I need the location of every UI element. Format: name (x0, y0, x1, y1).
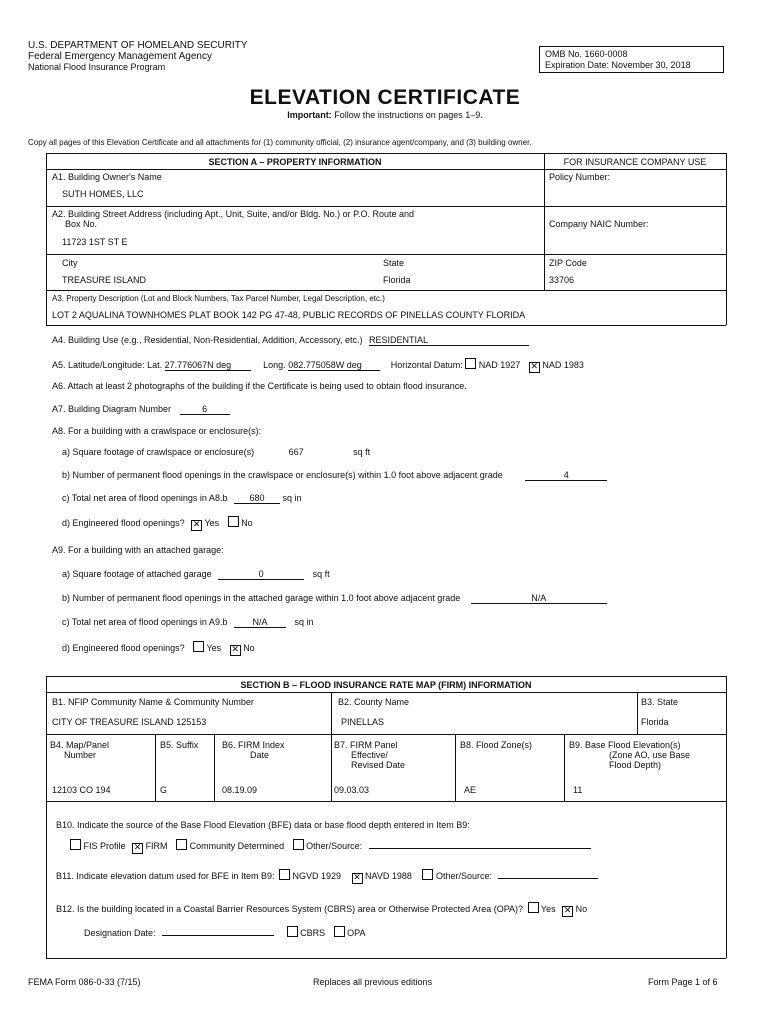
state-value[interactable]: Florida (383, 275, 411, 285)
a8d-label: d) Engineered flood openings? (62, 518, 185, 528)
agency-header (28, 40, 247, 73)
expiration-date: Expiration Date: November 30, 2018 (545, 60, 691, 70)
b5-suffix-value[interactable]: G (160, 785, 168, 795)
b9-label (569, 740, 690, 770)
rule (46, 692, 726, 693)
a8b-value[interactable]: 4 (525, 470, 607, 481)
b11-ngvd-label: NGVD 1929 (292, 871, 342, 881)
b10-row (70, 838, 591, 854)
a8c-label: c) Total net area of flood openings in A8.b (62, 493, 228, 503)
omb-box (539, 46, 724, 73)
b7-label-line3: Revised Date (351, 760, 406, 770)
agency-name: Federal Emergency Management Agency (28, 51, 212, 62)
a9b-label: b) Number of permanent flood openings in the attached garage within 1.0 foot above adjacent grade (62, 593, 461, 603)
a8-label: A8. For a building with a crawlspace or enclosure(s): (52, 426, 262, 436)
a1-label: A1. Building Owner's Name (52, 172, 162, 182)
a8a-value[interactable]: 667 (288, 447, 304, 457)
b4-label (50, 740, 109, 760)
b3-state-value[interactable]: Florida (641, 717, 669, 727)
lat-label: Lat. (147, 360, 163, 370)
b7-label (334, 740, 405, 770)
a9c-row (62, 617, 314, 628)
section-a-title: SECTION A – PROPERTY INFORMATION (208, 157, 382, 167)
a9a-value[interactable]: 0 (218, 569, 304, 580)
naic-label: Company NAIC Number: (549, 219, 649, 229)
a9d-no-checkbox[interactable]: ✕ (231, 645, 239, 655)
copy-note: Copy all pages of this Elevation Certificate and all attachments for (1) community official, (2) insurance agent/company, and (3) building owner. (28, 138, 532, 147)
rule (46, 958, 726, 959)
b7-label-line2: Effective/ (351, 750, 388, 760)
a8d-yes-checkbox[interactable]: ✕ (192, 520, 201, 530)
a9d-no-label: No (243, 643, 255, 653)
form-number: FEMA Form 086-0-33 (7/15) (28, 977, 141, 987)
b11-label: B11. Indicate elevation datum used for BFE in Item B9: (56, 871, 275, 881)
b11-row (56, 868, 598, 884)
zip-label: ZIP Code (549, 258, 587, 268)
a5-label: A5. Latitude/Longitude: (52, 360, 145, 370)
b10-other-label: Other/Source: (306, 841, 363, 851)
state-label: State (383, 258, 405, 268)
designation-label: Designation Date: (84, 928, 156, 938)
rule (46, 206, 726, 207)
b4-label-line1: B4. Map/Panel (50, 740, 110, 750)
a9d-label: d) Engineered flood openings? (62, 643, 185, 653)
b3-label: B3. State (641, 697, 679, 707)
a8d-no-label: No (241, 518, 253, 528)
form-title: ELEVATION CERTIFICATE (249, 86, 521, 109)
b6-label-line1: B6. FIRM Index (222, 740, 285, 750)
b11-other-source-field[interactable] (498, 868, 598, 879)
a8d-yes-label: Yes (204, 518, 220, 528)
rule (46, 169, 726, 170)
rule (46, 676, 726, 677)
designation-date-field[interactable] (162, 925, 274, 936)
rule (46, 676, 47, 958)
rule (214, 734, 215, 801)
b6-index-date-value[interactable]: 08.19.09 (222, 785, 258, 795)
program-name: National Flood Insurance Program (28, 62, 166, 72)
a8d-row (62, 516, 253, 531)
a8c-row (62, 493, 302, 504)
a8a-label: a) Square footage of crawlspace or enclosure(s) (62, 447, 255, 457)
a9c-label: c) Total net area of flood openings in A9.b (62, 617, 228, 627)
longitude-value[interactable]: 082.775058W deg (288, 360, 380, 371)
a8b-label: b) Number of permanent flood openings in the crawlspace or enclosure(s) within 1.0 foot above adjacent grade (62, 470, 503, 480)
b10-community-checkbox[interactable] (176, 839, 187, 850)
a9b-row (62, 593, 607, 604)
b9-bfe-value[interactable]: 11 (573, 785, 583, 795)
a8c-value[interactable]: 680 (234, 493, 280, 504)
rule (46, 325, 726, 326)
a9d-yes-checkbox[interactable] (193, 641, 204, 652)
rule (331, 692, 332, 801)
b10-fis-label: FIS Profile (83, 841, 126, 851)
rule (46, 153, 726, 154)
b6-label (218, 740, 328, 760)
b10-other-checkbox[interactable] (293, 839, 304, 850)
b8-label: B8. Flood Zone(s) (460, 740, 533, 750)
b1-community-value[interactable]: CITY OF TREASURE ISLAND 125153 (52, 717, 207, 727)
b9-label-line3: Flood Depth) (609, 760, 662, 770)
a8c-unit: sq in (282, 493, 302, 503)
rule (455, 734, 456, 801)
a7-label: A7. Building Diagram Number (52, 404, 172, 414)
b10-other-source-field[interactable] (369, 838, 591, 849)
a7-row (52, 404, 230, 415)
important-text: Follow the instructions on pages 1–9. (334, 110, 483, 120)
a2-street-address[interactable]: 11723 1ST ST E (62, 237, 128, 247)
b7-panel-date-value[interactable]: 09.03.03 (334, 785, 370, 795)
opa-label: OPA (347, 928, 366, 938)
a3-label: A3. Property Description (Lot and Block Numbers, Tax Parcel Number, Legal Description, etc.) (52, 294, 385, 303)
b10-community-label: Community Determined (189, 841, 285, 851)
nad1927-checkbox[interactable] (465, 358, 476, 369)
b12-no-checkbox[interactable]: ✕ (563, 906, 572, 916)
a9a-label: a) Square footage of attached garage (62, 569, 212, 579)
rule (46, 290, 726, 291)
city-label: City (62, 258, 78, 268)
policy-number-label: Policy Number: (549, 172, 611, 182)
a3-property-description[interactable]: LOT 2 AQUALINA TOWNHOMES PLAT BOOK 142 PG 47-48, PUBLIC RECORDS OF PINELLAS COUNTY FLORIDA (52, 310, 526, 320)
a9a-row (62, 569, 330, 580)
b4-label-line2: Number (64, 750, 97, 760)
a9d-yes-label: Yes (206, 643, 222, 653)
a4-building-use[interactable]: RESIDENTIAL (369, 335, 529, 346)
a8a-unit: sq ft (353, 447, 371, 457)
b11-ngvd-checkbox[interactable] (279, 869, 290, 880)
cbrs-label: CBRS (300, 928, 326, 938)
a8d-no-checkbox[interactable] (228, 516, 239, 527)
a2-label-line1: A2. Building Street Address (including Apt., Unit, Suite, and/or Bldg. No.) or P.O. Route and (52, 209, 415, 219)
nad1983-label: NAD 1983 (542, 360, 584, 370)
a9c-value[interactable]: N/A (234, 617, 286, 628)
rule (637, 692, 638, 734)
a1-owner-name[interactable]: SUTH HOMES, LLC (62, 189, 144, 199)
rule (46, 153, 47, 325)
rule (726, 676, 727, 958)
b11-navd-checkbox[interactable]: ✕ (353, 873, 361, 883)
b12-row (56, 902, 587, 917)
a4-row (52, 335, 529, 346)
b9-label-line1: B9. Base Flood Elevation(s) (569, 740, 681, 750)
insurance-use-header: FOR INSURANCE COMPANY USE (563, 157, 707, 167)
rule (726, 153, 727, 325)
rule (544, 153, 545, 290)
b10-firm-label: FIRM (145, 841, 168, 851)
a8a-row (62, 447, 370, 457)
rule (46, 254, 726, 255)
b9-label-line2: (Zone AO, use Base (609, 750, 691, 760)
b7-label-line1: B7. FIRM Panel (334, 740, 398, 750)
a9d-row (62, 641, 255, 656)
b1-label: B1. NFIP Community Name & Community Number (52, 697, 254, 707)
b10-fis-checkbox[interactable] (70, 839, 81, 850)
section-b-title: SECTION B – FLOOD INSURANCE RATE MAP (FIRM) INFORMATION (240, 680, 532, 690)
b12-yes-checkbox[interactable] (528, 902, 539, 913)
b5-label: B5. Suffix (160, 740, 199, 750)
a9b-value[interactable]: N/A (471, 593, 607, 604)
city-value[interactable]: TREASURE ISLAND (62, 275, 147, 285)
a2-label-line2: Box No. (65, 219, 98, 229)
b2-label: B2. County Name (338, 697, 410, 707)
a9c-unit: sq in (294, 617, 314, 627)
replaces-note: Replaces all previous editions (313, 977, 433, 987)
a7-diagram-number[interactable]: 6 (180, 404, 230, 415)
a5-row (52, 358, 584, 373)
b12-no-label: No (575, 904, 588, 914)
b11-other-label: Other/Source: (435, 871, 492, 881)
latitude-value[interactable]: 27.776067N deg (165, 360, 251, 371)
zip-value[interactable]: 33706 (549, 275, 575, 285)
b11-navd-label: NAVD 1988 (365, 871, 412, 881)
dept-name: U.S. DEPARTMENT OF HOMELAND SECURITY (28, 40, 248, 51)
b6-label-line2: Date (250, 750, 270, 760)
b12-yes-label: Yes (540, 904, 556, 914)
a9-label: A9. For a building with an attached garage: (52, 545, 224, 555)
rule (46, 734, 726, 735)
b10-firm-checkbox[interactable]: ✕ (133, 843, 142, 853)
b10-label: B10. Indicate the source of the Base Flood Elevation (BFE) data or base flood depth entered in Item B9: (56, 820, 470, 830)
opa-checkbox[interactable] (334, 926, 345, 937)
b12-label: B12. Is the building located in a Coastal Barrier Resources System (CBRS) area or Otherwise Protected Area (OPA)? (56, 904, 524, 914)
a2-label (52, 209, 414, 229)
datum-label: Horizontal Datum: (390, 360, 463, 370)
nad1927-label: NAD 1927 (478, 360, 521, 370)
rule (46, 801, 726, 802)
a6-text: A6. Attach at least 2 photographs of the building if the Certificate is being used to obtain flood insurance. (52, 381, 467, 391)
rule (155, 734, 156, 801)
important-label: Important: (287, 110, 332, 120)
b11-other-checkbox[interactable] (422, 869, 433, 880)
b4-map-panel-value[interactable]: 12103 CO 194 (52, 785, 111, 795)
a9a-unit: sq ft (312, 569, 330, 579)
rule (564, 734, 565, 801)
page-number: Form Page 1 of 6 (648, 977, 718, 987)
cbrs-checkbox[interactable] (287, 926, 298, 937)
b8-flood-zone-value[interactable]: AE (464, 785, 477, 795)
designation-row (84, 925, 365, 938)
a4-label: A4. Building Use (e.g., Residential, Non-Residential, Addition, Accessory, etc.) (52, 335, 363, 345)
nad1983-checkbox[interactable]: ✕ (530, 362, 539, 372)
b2-county-value[interactable]: PINELLAS (341, 717, 385, 727)
long-label: Long. (263, 360, 286, 370)
important-note (0, 110, 770, 120)
a8b-row (62, 470, 607, 481)
omb-number: OMB No. 1660-0008 (545, 49, 628, 59)
